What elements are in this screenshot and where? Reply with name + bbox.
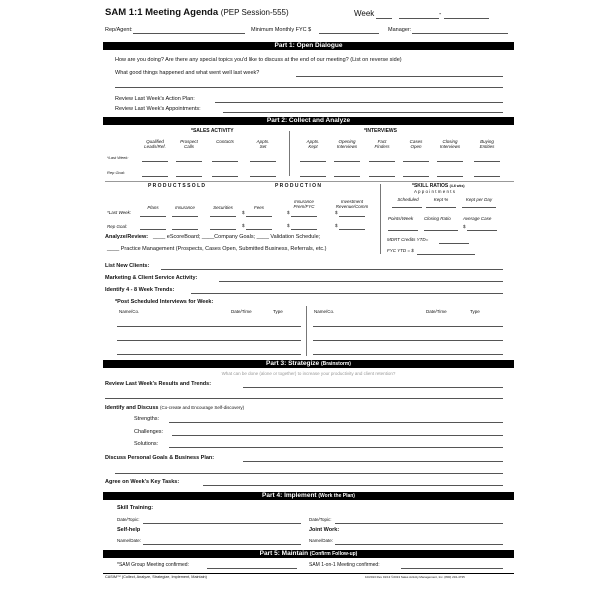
dollar-sign: $ [335, 223, 338, 228]
self-help-name-date-label: Name/Date: [117, 538, 142, 543]
key-tasks-label: Agree on Week's Key Tasks: [105, 479, 180, 485]
activity-input-line[interactable] [403, 176, 429, 177]
closing-ratio-label: Closing Ratio [424, 216, 451, 221]
title-bold: SAM 1:1 Meeting Agenda [105, 7, 219, 18]
part4-note: (Work the Plan) [318, 493, 355, 499]
week-input-2[interactable] [399, 18, 439, 19]
dollar-sign: $ [242, 223, 245, 228]
footer-rule [103, 573, 514, 574]
schedule-entry-line[interactable] [313, 326, 503, 327]
schedule-divider [306, 306, 307, 356]
activity-input-line[interactable] [474, 161, 500, 162]
goals-label: Discuss Personal Goals & Business Plan: [105, 455, 215, 461]
manager-label: Manager: [388, 27, 412, 33]
points-week-field[interactable] [388, 230, 418, 231]
fyc-field[interactable] [319, 33, 379, 34]
schedule-entry-line[interactable] [117, 354, 301, 355]
part3-hint: What can be done (alone or together) to increase your productivity and client retention? [221, 371, 396, 376]
marketing-field[interactable] [219, 281, 503, 282]
analyze-options-2: ____ Practice Management (Prospects, Cases Open, Submitted Business, Referrals, etc.) [107, 246, 327, 252]
activity-input-line[interactable] [212, 176, 238, 177]
skill-date-topic-label: Date/Topic: [117, 517, 140, 522]
analyze-options-1: ____ eScoreBoard; ____Company Goals; ____ Validation Schedule; [153, 234, 321, 240]
schedule-entry-line[interactable] [117, 326, 301, 327]
skill-ratios-note: (4-6 wks) [449, 184, 465, 188]
schedule-entry-line[interactable] [117, 340, 301, 341]
part5-header [103, 550, 514, 558]
solutions-label: Solutions: [134, 441, 159, 447]
strengths-label: Strengths: [134, 416, 160, 422]
analyze-label: Analyze/Review: [105, 234, 149, 240]
review-results-line-2[interactable] [105, 398, 503, 399]
column-header: Plans [147, 205, 159, 210]
one-on-one-field[interactable] [401, 568, 503, 569]
manager-field[interactable] [412, 33, 508, 34]
activity-input-line[interactable] [437, 176, 463, 177]
product-input-line[interactable] [291, 229, 317, 230]
column-header: Investment Revenue/Comm [335, 199, 369, 210]
column-header: Opening Interviews [336, 139, 358, 150]
skill-date-topic-label-2: Date/Topic: [309, 517, 332, 522]
production-title: P R O D U C T I O N [275, 183, 322, 189]
week-label: Week [354, 9, 375, 18]
schedule-entry-line[interactable] [313, 354, 503, 355]
interviews-title: *INTERVIEWS [364, 128, 397, 134]
title-session: (PEP Session-555) [220, 8, 289, 17]
fyc-ytd-label: FYC YTD = $ [387, 248, 414, 253]
solutions-field[interactable] [169, 447, 503, 448]
appointments-field[interactable] [223, 112, 503, 113]
footer-left: CASIM™ (Collect, Analyze, Strategize, Implement, Maintain) [105, 575, 207, 579]
column-header: Kept per Day [465, 197, 493, 202]
section-divider [105, 181, 514, 182]
key-tasks-field[interactable] [203, 485, 503, 486]
good-things-field[interactable] [296, 76, 503, 77]
goals-line-2[interactable] [115, 473, 503, 474]
week-input-1[interactable] [376, 18, 392, 19]
dollar-sign: $ [242, 210, 245, 215]
activity-input-line[interactable] [250, 176, 276, 177]
column-header: Fees [253, 205, 264, 210]
appointments-label: Review Last Week's Appointments: [115, 106, 201, 112]
column-header: Prospect Calls [180, 139, 198, 150]
trends-field[interactable] [191, 293, 503, 294]
list-clients-label: List New Clients: [105, 263, 150, 269]
activity-input-line[interactable] [437, 161, 463, 162]
column-header: Buying Entities [479, 139, 495, 150]
week-input-3[interactable] [444, 18, 489, 19]
product-input-line[interactable] [291, 216, 317, 217]
activity-input-line[interactable] [403, 161, 429, 162]
challenges-field[interactable] [172, 435, 503, 436]
fyc-ytd-field[interactable] [417, 254, 475, 255]
column-header: Appts. Set [256, 139, 270, 150]
schedule-entry-line[interactable] [313, 340, 503, 341]
schedule-column-header: Name/Co. [119, 309, 140, 314]
part3-note: (Brainstorm) [320, 361, 351, 367]
rep-field[interactable] [133, 33, 245, 34]
ratio-divider [380, 184, 381, 254]
rep-goal-label-2: Rep Goal: [107, 224, 128, 229]
joint-work-name-date-label: Name/Date: [309, 538, 334, 543]
review-results-label: Review Last Week's Results and Trends: [105, 381, 212, 387]
column-header: Insurance [175, 205, 195, 210]
activity-input-line[interactable] [334, 176, 360, 177]
activity-input-line[interactable] [250, 161, 276, 162]
identify-discuss-label [105, 406, 244, 412]
joint-work-label: Joint Work: [309, 527, 340, 533]
action-plan-field[interactable] [215, 102, 503, 103]
product-input-line[interactable] [339, 229, 365, 230]
product-input-line[interactable] [140, 229, 166, 230]
product-input-line[interactable] [140, 216, 166, 217]
activity-input-line[interactable] [474, 176, 500, 177]
product-input-line[interactable] [210, 216, 236, 217]
part4-header [103, 492, 514, 500]
activity-input-line[interactable] [142, 161, 168, 162]
activity-input-line[interactable] [142, 176, 168, 177]
rep-goal-label-1: Rep Goal: [107, 170, 126, 175]
activity-input-line[interactable] [176, 176, 202, 177]
activity-input-line[interactable] [300, 176, 326, 177]
form-title [105, 8, 289, 18]
part1-question-2: What good things happened and what went well last week? [115, 70, 260, 76]
mdrt-field[interactable] [439, 243, 469, 244]
one-on-one-label: SAM 1-on-1 Meeting confirmed: [309, 562, 380, 568]
product-input-line[interactable] [172, 229, 198, 230]
closing-ratio-field[interactable] [424, 230, 458, 231]
schedule-column-header: Type [470, 309, 480, 314]
skill-ratios-label: *SKILL RATIOS [412, 183, 449, 189]
skill-date-topic-field[interactable] [143, 523, 301, 524]
dollar-sign: $ [335, 210, 338, 215]
challenges-label: Challenges: [134, 429, 164, 435]
activity-divider [289, 131, 290, 176]
column-header: Kept % [433, 197, 449, 202]
last-week-label-2: *Last Week: [107, 210, 132, 215]
product-input-line[interactable] [246, 216, 272, 217]
part1-question-1: How are you doing? Are there any special topics you'd like to discuss at the end of our meeting? (List on reverse side) [115, 57, 402, 63]
identify-label: Identify and Discuss [105, 405, 159, 411]
mdrt-label: MDRT Credits YTD= [387, 237, 429, 242]
strengths-field[interactable] [169, 422, 503, 423]
part5-note: (Confirm Follow-up) [309, 551, 358, 557]
self-help-name-date-field[interactable] [143, 544, 301, 545]
marketing-label: Marketing & Client Service Activity: [105, 275, 198, 281]
group-meeting-label: *SAM Group Meeting confirmed: [117, 562, 189, 568]
fyc-label: Minimum Monthly FYC $ [251, 27, 312, 33]
product-input-line[interactable] [210, 229, 236, 230]
activity-input-line[interactable] [369, 161, 395, 162]
appointments-spaced: A p p o i n t m e n t s [414, 189, 456, 194]
column-header: Securities [213, 205, 233, 210]
schedule-column-header: Type [273, 309, 283, 314]
post-scheduled-label: *Post Scheduled Interviews for Week: [115, 299, 214, 305]
part1-header: Part 1: Open Dialogue [103, 42, 514, 50]
schedule-column-header: Name/Co. [314, 309, 335, 314]
activity-input-line[interactable] [212, 161, 238, 162]
part3-title: Part 3: Strategize [266, 360, 320, 367]
schedule-column-header: Date/Time [231, 309, 252, 314]
dollar-sign: $ [287, 210, 290, 215]
last-week-label-1: *Last Week: [107, 155, 129, 160]
product-input-line[interactable] [172, 216, 198, 217]
dollar-sign: $ [287, 223, 290, 228]
column-header: Insurance Prem/FYC [293, 199, 315, 210]
activity-input-line[interactable] [176, 161, 202, 162]
action-plan-label: Review Last Week's Action Plan: [115, 96, 195, 102]
part4-title: Part 4: Implement [262, 492, 317, 499]
kept-per-day-field[interactable] [462, 207, 496, 208]
part5-title: Part 5: Maintain [259, 550, 309, 557]
column-header: Fact Finders [374, 139, 390, 150]
trends-label: Identify 4 - 8 Week Trends: [105, 287, 175, 293]
column-header: Appts. Kept [306, 139, 320, 150]
part3-header [103, 360, 514, 368]
identify-note: (Co-create and Encourage Self-discovery) [160, 405, 245, 410]
column-header: Qualified Leads/Ref. [144, 139, 166, 150]
group-meeting-field[interactable] [207, 568, 297, 569]
part2-header: Part 2: Collect and Analyze [103, 117, 514, 125]
activity-input-line[interactable] [334, 161, 360, 162]
agenda-form [103, 6, 514, 594]
average-case-label: Average Case [463, 216, 492, 221]
review-results-field[interactable] [243, 387, 503, 388]
column-header: Scheduled [397, 197, 419, 202]
average-case-field[interactable] [467, 230, 497, 231]
product-input-line[interactable] [246, 229, 272, 230]
kept-percent-field[interactable] [426, 207, 456, 208]
goals-field[interactable] [243, 461, 503, 462]
schedule-column-header: Date/Time [426, 309, 447, 314]
self-help-label: Self-help [117, 527, 141, 533]
column-header: Contacts [216, 139, 234, 144]
joint-work-name-date-field[interactable] [335, 544, 503, 545]
good-things-line-2[interactable] [115, 87, 503, 88]
activity-input-line[interactable] [369, 176, 395, 177]
column-header: Cases Open [409, 139, 423, 150]
skill-date-topic-field-2[interactable] [335, 523, 503, 524]
skill-training-label: Skill Training: [117, 505, 154, 511]
points-week-label: Points/Week [388, 216, 414, 221]
rep-label: Rep/Agent: [105, 27, 133, 33]
activity-input-line[interactable] [300, 161, 326, 162]
sales-activity-title: *SALES ACTIVITY [191, 128, 234, 134]
list-clients-field[interactable] [161, 269, 503, 270]
column-header: Closing Interviews [439, 139, 461, 150]
average-case-dollar: $ [463, 224, 466, 229]
scheduled-field[interactable] [392, 207, 422, 208]
week-separator: - [439, 11, 442, 18]
products-sold-title: P R O D U C T S S O L D [148, 183, 206, 189]
product-input-line[interactable] [339, 216, 365, 217]
footer-right: 10/2013 Rev 01/13 ©2013 Sales Activity Management, Inc. (800) 234-4735 [365, 575, 465, 579]
